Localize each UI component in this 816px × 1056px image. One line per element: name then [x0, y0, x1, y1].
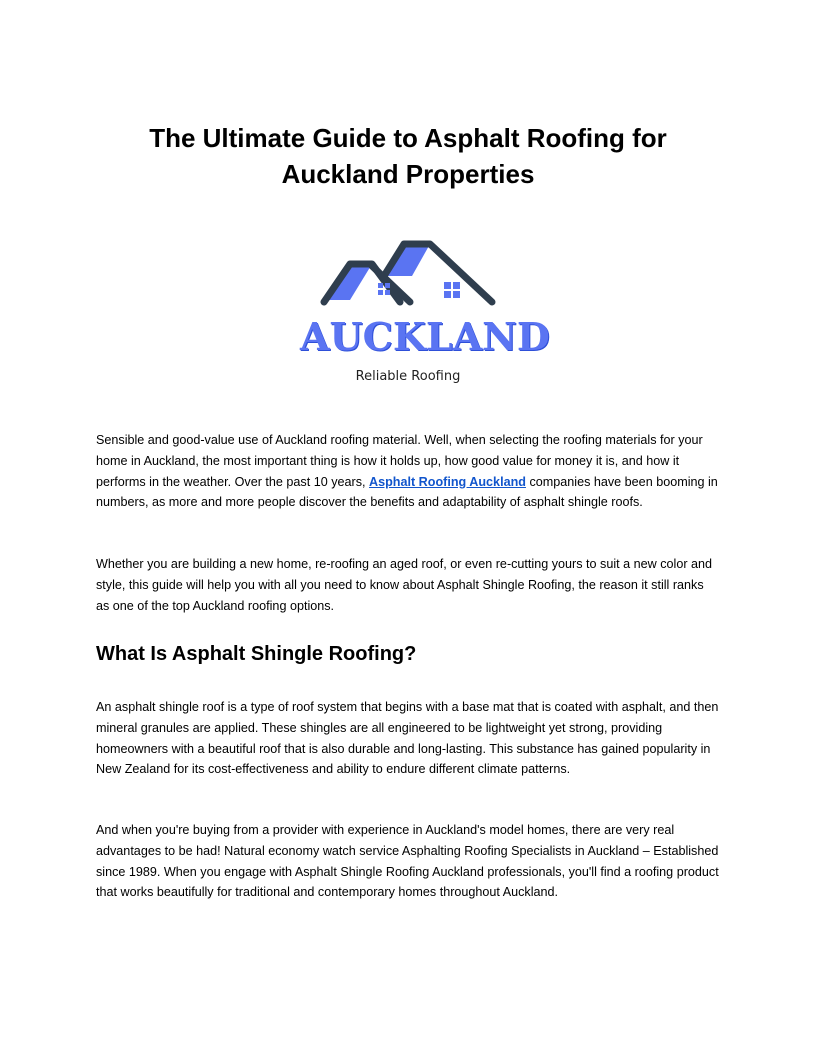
large-window-icon — [444, 282, 460, 298]
house-roof-icon — [300, 236, 516, 316]
document-title — [96, 120, 720, 192]
section-heading: What Is Asphalt Shingle Roofing? — [96, 643, 417, 665]
logo-brand-text: AUCKLAND — [300, 314, 550, 359]
title-line-1: The Ultimate Guide to Asphalt Roofing for — [149, 123, 667, 153]
asphalt-roofing-auckland-link[interactable]: Asphalt Roofing Auckland — [369, 474, 526, 489]
logo-tagline: Reliable Roofing — [355, 369, 461, 384]
title-line-2: Auckland Properties — [281, 159, 535, 189]
intro-p1-text-a: Sensible and good-value use of Auckland roofing material. Well, when selecting the roofing materials for your home in Auckland, the most important thing is how it holds up, how good value for money it is, and how it performs in the weather. Over the past 10 years, — [96, 433, 703, 489]
section-paragraph-1: An asphalt shingle roof is a type of roof system that begins with a base mat that is coated with asphalt, and then mineral granules are applied. These shingles are all engineered to be lightweight yet strong, providing homeowners with a beautiful roof that is also durable and long-lasting. This substance has gained popularity in New Zealand for its cost-effectiveness and ability to endure different climate patterns. — [96, 700, 719, 777]
company-logo — [300, 236, 550, 396]
section-paragraph-2: And when you're buying from a provider with experience in Auckland's model homes, there are very real advantages to be had! Natural economy watch service Asphalting Roofing Specialists in Auckland – Established since 1989. When you engage with Asphalt Shingle Roofing Auckland professionals, you'll find a roofing product that works beautifully for traditional and contemporary homes throughout Auckland. — [96, 823, 719, 900]
intro-paragraph-2: Whether you are building a new home, re-roofing an aged roof, or even re-cutting yours to suit a new color and style, this guide will help you with all you need to know about Asphalt Shingle Roofing, the reason it still ranks as one of the top Auckland roofing options. — [96, 557, 713, 613]
intro-paragraph-1 — [96, 430, 720, 513]
intro-p1-text-b: companies have been booming in numbers, as more and more people discover the benefits and adaptability of asphalt shingle roofs. — [96, 474, 718, 510]
